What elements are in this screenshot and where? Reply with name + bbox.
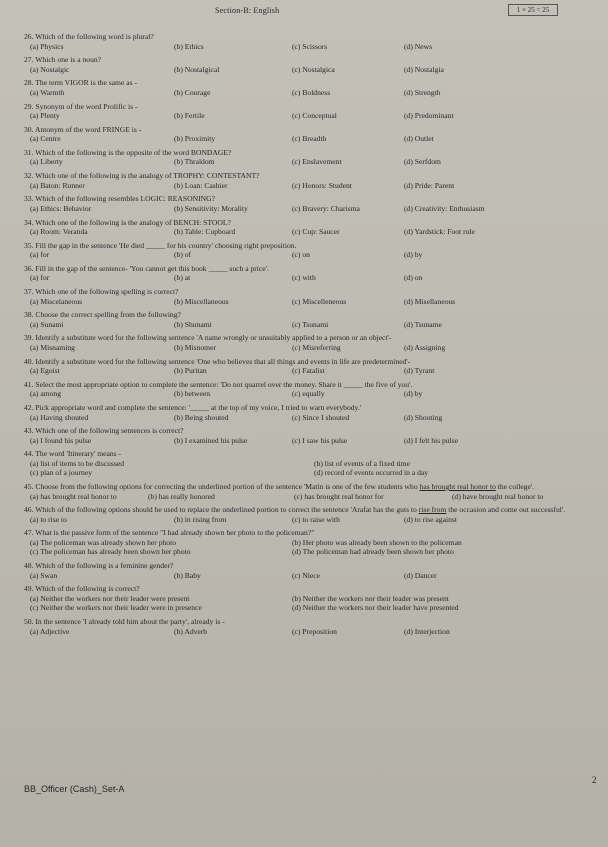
- question-stem: 49. Which of the following is correct?: [24, 584, 140, 594]
- option-d: (d) Creativity: Enthusiasm: [404, 203, 485, 213]
- option-b: (b) list of events of a fixed time: [314, 458, 410, 468]
- options-row: [24, 250, 599, 260]
- option-b: (b) Misnomer: [174, 342, 216, 352]
- option-c: (c) Tsunami: [292, 319, 329, 329]
- option-c: (c) Misreferring: [292, 342, 341, 352]
- option-c: (c) Neither the workers nor their leader were in presence: [30, 603, 202, 613]
- option-c: (c) equally: [292, 389, 325, 399]
- question-stem: 44. The word 'Itinerary' means -: [24, 449, 122, 459]
- question-35: [24, 241, 599, 260]
- option-b: (b) I examined his pulse: [174, 435, 248, 445]
- underlined-portion: has brought real honor to: [419, 482, 496, 492]
- option-b: (b) Shunami: [174, 319, 212, 329]
- question-49: [24, 584, 599, 613]
- option-b: (b) Sensitivity: Morality: [174, 203, 248, 213]
- option-c: (c) Scissors: [292, 41, 328, 51]
- option-d: (d) have brought real honor to: [452, 491, 544, 501]
- option-b: (b) Courage: [174, 87, 211, 97]
- option-b: (b) Thraldom: [174, 157, 215, 167]
- question-47: [24, 528, 599, 557]
- option-d: (d) I felt his pulse: [404, 435, 458, 445]
- page-number: 2: [592, 775, 597, 785]
- option-d: (d) to rise against: [404, 514, 457, 524]
- question-38: [24, 310, 599, 329]
- options-row: [24, 413, 599, 423]
- question-48: [24, 561, 599, 580]
- option-b: (b) Her photo was already been shown to the policeman: [292, 537, 462, 547]
- option-d: (d) by: [404, 250, 423, 260]
- options-row: [24, 65, 599, 75]
- question-stem: 50. In the sentence 'I already told him about the party', already is -: [24, 617, 225, 626]
- question-stem: 39. Identify a substitute word for the following sentence 'A name wrongly or unsuitably applied to a person or an object'-: [24, 333, 392, 343]
- question-stem: 33. Which of the following resembles LOGIC: REASONING?: [24, 194, 215, 204]
- question-30: [24, 125, 599, 144]
- stem-text-end: the occasion and come out successful'.: [446, 505, 566, 515]
- question-stem: 32. Which one of the following is the analogy of TROPHY: CONTESTANT?: [24, 171, 260, 181]
- question-stem: [24, 482, 599, 492]
- options-row: [24, 627, 599, 637]
- option-c: (c) Conceptual: [292, 111, 337, 121]
- option-b: (b) at: [174, 273, 191, 283]
- option-d: (d) News: [404, 41, 433, 51]
- option-a: (a) Physics: [30, 41, 64, 51]
- question-50: [24, 617, 599, 636]
- options-row: [24, 538, 599, 548]
- option-a: (a) to rise to: [30, 514, 67, 524]
- option-c: (c) The policeman has already been shown her photo: [30, 547, 191, 557]
- question-34: [24, 218, 599, 237]
- option-c: (c) Nostalgica: [292, 64, 335, 74]
- option-d: (d) Yardstick: Foot rule: [404, 227, 475, 236]
- option-d: (d) Interjection: [404, 626, 450, 636]
- option-c: (c) Fatalist: [292, 366, 325, 376]
- option-a: (a) I found his pulse: [30, 435, 92, 445]
- option-c: (c) Boldness: [292, 87, 331, 97]
- options-row: [24, 343, 599, 353]
- option-a: (a) Having shouted: [30, 412, 89, 422]
- question-stem: [24, 505, 599, 515]
- option-c: (c) Preposition: [292, 626, 337, 636]
- options-row: [24, 603, 599, 613]
- option-b: (b) Loan: Cashier: [174, 180, 228, 190]
- question-stem: 35. Fill the gap in the sentence 'He died _____ for his country' choosing right preposition.: [24, 240, 297, 250]
- option-d: (d) Tsuname: [404, 319, 442, 329]
- stem-text: 46. Which of the following options should be used to replace the underlined portion to correct the sentence 'Arafat has the guts to: [24, 505, 419, 515]
- option-a: (a) Misnaming: [30, 342, 75, 352]
- question-32: [24, 171, 599, 190]
- option-b: (b) Table: Cupboard: [174, 227, 236, 236]
- option-a: (a) for: [30, 273, 50, 283]
- option-b: (b) Adverb: [174, 626, 208, 636]
- options-row: [24, 111, 599, 121]
- option-c: (c) Honors: Student: [292, 180, 352, 190]
- marks-box: 1 × 25 = 25: [508, 4, 558, 16]
- option-d: (d) Neither the workers nor their leader have presented: [292, 603, 459, 613]
- option-b: (b) Being shouted: [174, 412, 229, 422]
- option-b: (b) Puritan: [174, 366, 207, 376]
- option-a: (a) Room: Veranda: [30, 227, 88, 236]
- question-stem: 48. Which of the following is a feminine gender?: [24, 561, 174, 571]
- options-row: [24, 492, 599, 502]
- option-c: (c) Breadth: [292, 134, 327, 144]
- question-stem: 43. Which one of the following sentences is correct?: [24, 426, 184, 436]
- option-d: (d) Outlet: [404, 134, 434, 144]
- page-header: [0, 2, 608, 16]
- option-d: (d) Serfdom: [404, 157, 441, 167]
- stem-text: 45. Choose from the following options for correcting the underlined portion of the sentence 'Matin is one of the few students who: [24, 482, 420, 492]
- option-a: (a) Warmth: [30, 87, 65, 97]
- options-row: [24, 515, 599, 525]
- options-row: [24, 42, 599, 52]
- question-stem: 47. What is the passive form of the sentence "I had already shown her photo to the policeman?": [24, 528, 315, 538]
- option-d: (d) Pride: Parent: [404, 180, 455, 190]
- question-stem: 30. Antonym of the word FRINGE is -: [24, 124, 142, 134]
- question-26: [24, 32, 599, 51]
- footer-set-label: BB_Officer (Cash)_Set-A: [24, 784, 125, 794]
- option-d: (d) by: [404, 389, 423, 399]
- option-d: (d) record of events occurred in a day: [314, 468, 429, 478]
- question-27: [24, 55, 599, 74]
- options-row: [24, 468, 599, 478]
- underlined-portion: rise from: [418, 505, 447, 515]
- options-row: [24, 157, 599, 167]
- options-row: [24, 181, 599, 191]
- option-d: (d) on: [404, 273, 423, 283]
- option-d: (d) Dancer: [404, 570, 437, 580]
- options-row: [24, 389, 599, 399]
- option-b: (b) in rising from: [174, 514, 227, 524]
- options-row: [24, 227, 599, 237]
- question-43: [24, 426, 599, 445]
- option-b: (b) Fertile: [174, 111, 205, 121]
- question-stem: 26. Which of the following word is plural?: [24, 32, 154, 41]
- option-d: (d) Shouting: [404, 412, 443, 422]
- option-a: (a) Neither the workers nor their leader were present: [30, 593, 190, 603]
- question-29: [24, 102, 599, 121]
- option-d: (d) The policeman had already been shown her photo: [292, 547, 454, 557]
- option-b: (b) of: [174, 250, 192, 260]
- question-46: [24, 505, 599, 524]
- question-stem: 36. Fill in the gap of the sentence- 'You cannot get this book _____ such a price'.: [24, 263, 269, 273]
- option-d: (d) Assigning: [404, 342, 446, 352]
- question-stem: 27. Which one is a noun?: [24, 55, 102, 65]
- question-stem: 31. Which of the following is the opposite of the word BONDAGE?: [24, 147, 232, 157]
- option-b: (b) has really honored: [148, 491, 215, 501]
- option-b: (b) Proximity: [174, 134, 216, 144]
- question-41: [24, 380, 599, 399]
- question-stem: 34. Which one of the following is the analogy of BENCH: STOOL?: [24, 217, 231, 227]
- option-a: (a) for: [30, 250, 50, 260]
- option-a: (a) has brought real honor to: [30, 491, 117, 501]
- options-row: [24, 297, 599, 307]
- option-d: (d) Predominant: [404, 111, 454, 121]
- option-c: (c) on: [292, 250, 310, 260]
- option-b: (b) Baby: [174, 570, 201, 580]
- option-c: (c) Cup: Saucer: [292, 227, 340, 236]
- option-c: (c) with: [292, 273, 316, 283]
- question-37: [24, 287, 599, 306]
- option-d: (d) Strength: [404, 87, 441, 97]
- options-row: [24, 459, 599, 469]
- question-stem: 37. Which one of the following spelling is correct?: [24, 287, 179, 297]
- options-row: [24, 571, 599, 581]
- question-stem: 40. Identify a substitute word for the following sentence 'One who believes that all things and events in life are predetermined'-: [24, 356, 411, 366]
- question-44: [24, 449, 599, 478]
- question-40: [24, 357, 599, 376]
- options-row: [24, 134, 599, 144]
- option-a: (a) Nostalgic: [30, 64, 70, 74]
- question-stem: 41. Select the most appropriate option to complete the sentence: 'Do not quarrel over the money. Share it _____ the five of you'.: [24, 379, 413, 389]
- question-42: [24, 403, 599, 422]
- option-c: (c) Bravery: Charisma: [292, 203, 360, 213]
- options-row: [24, 320, 599, 330]
- question-stem: 28. The term VIGOR is the same as -: [24, 78, 137, 88]
- option-a: (a) Miscelaneous: [30, 296, 83, 306]
- option-a: (a) list of items to be discussed: [30, 458, 125, 468]
- option-c: (c) has brought real honor for: [294, 491, 384, 501]
- question-28: [24, 78, 599, 97]
- options-row: [24, 88, 599, 98]
- options-row: [24, 594, 599, 604]
- question-33: [24, 194, 599, 213]
- options-row: [24, 366, 599, 376]
- option-d: (d) Misellaneous: [404, 296, 456, 306]
- question-31: [24, 148, 599, 167]
- option-d: (d) Nostalgia: [404, 64, 444, 74]
- option-c: (c) Miscelleneous: [292, 296, 347, 306]
- option-c: (c) Enslavement: [292, 157, 342, 167]
- question-list: [24, 32, 599, 640]
- option-c: (c) plan of a journey: [30, 468, 92, 478]
- section-title: Section-B: English: [215, 6, 280, 15]
- option-c: (c) Niece: [292, 570, 321, 580]
- options-row: [24, 273, 599, 283]
- options-row: [24, 547, 599, 557]
- option-a: (a) Baton: Runner: [30, 180, 85, 190]
- option-a: (a) Sunami: [30, 319, 64, 329]
- option-b: (b) Miscellaneous: [174, 296, 229, 306]
- option-a: (a) Ethics: Behavior: [30, 203, 92, 213]
- option-b: (b) Ethics: [174, 41, 204, 51]
- option-d: (d) Tyrant: [404, 366, 435, 376]
- question-stem: 38. Choose the correct spelling from the following?: [24, 310, 181, 320]
- option-a: (a) Egoist: [30, 366, 60, 376]
- option-a: (a) Liberty: [30, 157, 63, 167]
- option-c: (c) Since I shouted: [292, 412, 350, 422]
- question-36: [24, 264, 599, 283]
- option-a: (a) The policeman was already shown her photo: [30, 537, 176, 547]
- option-a: (a) Adjective: [30, 626, 70, 636]
- options-row: [24, 204, 599, 214]
- option-b: (b) Neither the workers nor their leader was present: [292, 593, 449, 603]
- option-a: (a) Plenty: [30, 111, 60, 121]
- option-a: (a) Swan: [30, 570, 58, 580]
- option-a: (a) among: [30, 389, 61, 399]
- option-c: (c) to raise with: [292, 514, 340, 524]
- question-stem: 29. Synonym of the word Prolific is -: [24, 101, 138, 111]
- stem-text-end: the college'.: [495, 482, 535, 492]
- option-b: (b) between: [174, 389, 211, 399]
- option-c: (c) I saw his pulse: [292, 435, 348, 445]
- options-row: [24, 436, 599, 446]
- question-39: [24, 333, 599, 352]
- option-a: (a) Centre: [30, 134, 61, 144]
- question-45: [24, 482, 599, 501]
- question-stem: 42. Pick appropriate word and complete the sentence: '_____ at the top of my voice, I tried to warn everybody.': [24, 403, 362, 412]
- option-b: (b) Nostalgical: [174, 64, 220, 74]
